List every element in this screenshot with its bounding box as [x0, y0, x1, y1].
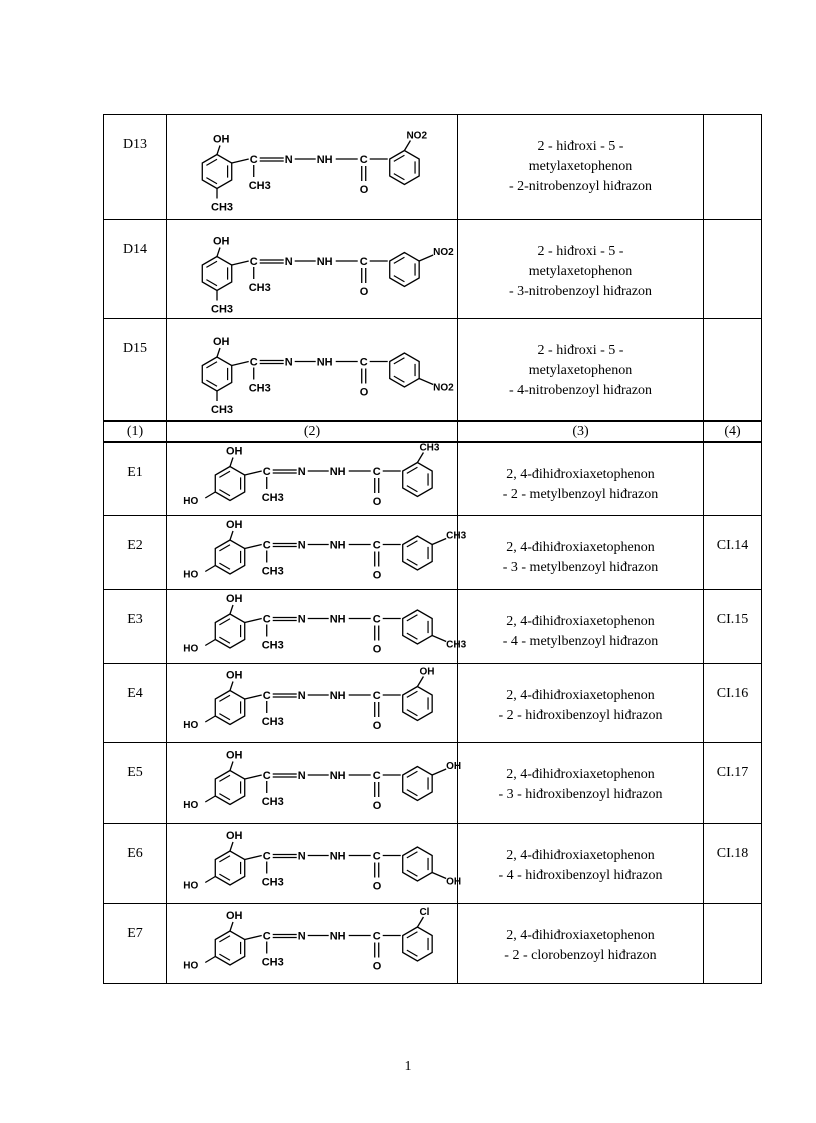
carbonyl-carbon-label: C — [372, 539, 381, 552]
chain-bond-1 — [245, 695, 262, 699]
substituent-bond — [417, 453, 423, 463]
imine-carbon-label: C — [262, 539, 271, 552]
table-row — [104, 220, 762, 319]
ho-bond — [205, 716, 215, 722]
chain-bond-1 — [245, 775, 262, 779]
ho-bond — [205, 957, 215, 963]
oxygen-label: O — [372, 960, 382, 973]
reference-code — [704, 904, 762, 984]
oh-bond — [217, 146, 220, 155]
compound-name — [458, 319, 704, 422]
compound-name-line: - 2-nitrobenzoyl hiđrazon — [508, 179, 653, 194]
oxygen-label: O — [372, 643, 382, 656]
ring-substituent-label: CH3 — [419, 442, 440, 454]
chemical-structure — [167, 824, 462, 903]
right-benzene-ring — [403, 687, 432, 721]
methyl-label: CH3 — [261, 956, 284, 969]
oh-bond — [230, 762, 233, 771]
hydroxyl-4-label: HO — [183, 569, 199, 581]
compound-name-line: 2, 4-đihiđroxiaxetophenon — [506, 540, 655, 555]
methyl-label: CH3 — [261, 876, 284, 889]
reference-code — [704, 442, 762, 516]
nh-label: NH — [329, 539, 346, 552]
nitrogen-label: N — [297, 930, 306, 943]
oh-bond — [217, 348, 220, 357]
compound-name-line: metylaxetophenon — [528, 363, 633, 378]
oh-bond — [230, 458, 233, 467]
compound-name-line: - 4 - metylbenzoyl hiđrazon — [502, 634, 659, 649]
methyl-label: CH3 — [261, 716, 284, 728]
structure-cell — [167, 904, 458, 984]
reference-code — [704, 115, 762, 220]
imine-carbon-label: C — [262, 690, 271, 702]
structure-cell — [167, 442, 458, 516]
oxygen-label: O — [359, 184, 369, 196]
methyl-label: CH3 — [248, 382, 271, 395]
ring-substituent-label: OH — [446, 876, 462, 888]
compound-name-line: - 3 - metylbenzoyl hiđrazon — [502, 560, 659, 575]
ho-bond — [205, 566, 215, 572]
oxygen-label: O — [372, 800, 382, 812]
compound-name-line: 2 - hiđroxi - 5 - — [537, 343, 624, 358]
table-row — [104, 319, 762, 422]
ring-substituent-label: CH3 — [446, 639, 467, 651]
hydroxyl-4-label: HO — [183, 643, 199, 655]
oh-bond — [230, 842, 233, 851]
left-benzene-ring — [202, 357, 231, 391]
hydroxyl-label: OH — [226, 749, 243, 762]
chemical-structure — [167, 590, 467, 663]
chemical-structure — [167, 220, 457, 318]
compound-code: E5 — [104, 743, 167, 824]
nitrogen-label: N — [297, 770, 306, 782]
carbonyl-carbon-label: C — [372, 850, 381, 863]
methyl-5-label: CH3 — [211, 404, 234, 416]
right-benzene-ring — [403, 767, 432, 801]
table-row — [104, 590, 762, 664]
nh-label: NH — [329, 466, 346, 478]
left-benzene-ring — [215, 771, 244, 805]
table-row — [104, 664, 762, 743]
compound-name-line: 2, 4-đihiđroxiaxetophenon — [506, 614, 655, 629]
compound-name-line: 2, 4-đihiđroxiaxetophenon — [506, 848, 655, 863]
compound-name — [458, 442, 704, 516]
oh-bond — [230, 922, 233, 931]
oh-bond — [230, 531, 233, 540]
ring-substituent-label: NO2 — [433, 247, 454, 258]
right-benzene-ring — [390, 353, 419, 387]
methyl-label: CH3 — [248, 282, 271, 294]
right-benzene-ring — [403, 463, 432, 497]
compound-code: E2 — [104, 516, 167, 590]
compound-code: E6 — [104, 824, 167, 904]
compound-name-line: 2, 4-đihiđroxiaxetophenon — [506, 928, 655, 943]
chemical-structure — [167, 743, 462, 823]
compound-code: D15 — [104, 319, 167, 422]
reference-code — [704, 319, 762, 422]
chemical-structure — [167, 319, 457, 420]
imine-carbon-label: C — [262, 930, 271, 943]
hydroxyl-label: OH — [226, 593, 243, 605]
ho-bond — [205, 796, 215, 802]
compound-code: E1 — [104, 442, 167, 516]
chain-bond-1 — [245, 619, 262, 623]
chain-bond-1 — [245, 545, 262, 549]
nh-label: NH — [329, 850, 346, 863]
imine-carbon-label: C — [249, 154, 258, 166]
chain-bond-1 — [245, 936, 262, 940]
chain-bond-1 — [245, 471, 262, 475]
compound-code: E4 — [104, 664, 167, 743]
carbonyl-carbon-label: C — [359, 256, 368, 268]
column-header: (3) — [458, 421, 704, 442]
compound-name-line: - 2 - metylbenzoyl hiđrazon — [502, 487, 659, 502]
hydroxyl-4-label: HO — [183, 960, 199, 972]
imine-carbon-label: C — [262, 770, 271, 782]
chain-bond-1 — [232, 362, 249, 366]
methyl-label: CH3 — [261, 639, 284, 652]
oh-bond — [230, 682, 233, 691]
compound-name-line: - 2 - hiđroxibenzoyl hiđrazon — [498, 708, 663, 723]
hydroxyl-4-label: HO — [183, 800, 199, 811]
column-header: (1) — [104, 421, 167, 442]
compound-name — [458, 824, 704, 904]
hydroxyl-label: OH — [226, 830, 243, 842]
imine-carbon-label: C — [262, 850, 271, 863]
structure-cell — [167, 743, 462, 824]
substituent-bond — [432, 636, 446, 642]
nh-label: NH — [316, 356, 333, 369]
reference-code: CI.17 — [704, 743, 762, 824]
nitrogen-label: N — [297, 850, 306, 863]
hydroxyl-4-label: HO — [183, 880, 199, 892]
compound-name-line: metylaxetophenon — [528, 159, 633, 174]
nitrogen-label: N — [284, 154, 293, 166]
compound-name-line: - 4-nitrobenzoyl hiđrazon — [508, 383, 653, 398]
table-row — [104, 743, 762, 824]
oxygen-label: O — [372, 496, 382, 508]
substituent-bond — [417, 917, 423, 927]
carbonyl-carbon-label: C — [372, 770, 381, 782]
compound-name — [458, 904, 704, 984]
hydroxyl-label: OH — [213, 336, 230, 348]
column-header: (4) — [704, 421, 762, 442]
compound-name — [458, 220, 704, 319]
nh-label: NH — [329, 690, 346, 702]
carbonyl-carbon-label: C — [372, 690, 381, 702]
ring-substituent-label: NO2 — [433, 382, 454, 394]
left-benzene-ring — [215, 691, 244, 725]
column-header-row — [104, 421, 762, 442]
compound-name-line: - 3-nitrobenzoyl hiđrazon — [508, 284, 653, 299]
nitrogen-label: N — [297, 466, 306, 478]
structure-cell — [167, 824, 462, 904]
hydroxyl-label: OH — [213, 133, 230, 146]
nitrogen-label: N — [297, 539, 306, 552]
reference-code — [704, 220, 762, 319]
carbonyl-carbon-label: C — [359, 154, 368, 166]
oh-bond — [230, 605, 233, 614]
compound-name-line: 2, 4-đihiđroxiaxetophenon — [506, 767, 655, 782]
compound-code: D14 — [104, 220, 167, 319]
column-header: (2) — [167, 421, 458, 442]
table-row — [104, 824, 762, 904]
chain-bond-1 — [245, 856, 262, 860]
hydroxyl-label: OH — [213, 235, 230, 248]
substituent-bond — [432, 873, 446, 879]
hydroxyl-label: OH — [226, 910, 243, 922]
nh-label: NH — [329, 770, 346, 782]
oxygen-label: O — [372, 720, 382, 732]
hydroxyl-label: OH — [226, 445, 243, 458]
hydroxyl-label: OH — [226, 669, 243, 682]
imine-carbon-label: C — [249, 356, 258, 369]
ho-bond — [205, 877, 215, 883]
compound-name — [458, 590, 704, 664]
substituent-bond — [432, 539, 446, 545]
ho-bond — [205, 492, 215, 498]
structure-cell — [167, 319, 458, 422]
nh-label: NH — [329, 613, 346, 626]
carbonyl-carbon-label: C — [359, 356, 368, 369]
methyl-label: CH3 — [261, 796, 284, 808]
compound-name — [458, 664, 704, 743]
structure-cell — [167, 220, 458, 319]
compound-name-line: 2, 4-đihiđroxiaxetophenon — [506, 467, 655, 482]
reference-code: CI.14 — [704, 516, 762, 590]
imine-carbon-label: C — [262, 613, 271, 626]
table-row — [104, 115, 762, 220]
substituent-bond — [404, 141, 410, 151]
methyl-label: CH3 — [261, 492, 284, 504]
carbonyl-carbon-label: C — [372, 466, 381, 478]
compound-code: D13 — [104, 115, 167, 220]
hydroxyl-4-label: HO — [183, 496, 199, 507]
ring-substituent-label: NO2 — [406, 130, 428, 142]
left-benzene-ring — [215, 614, 244, 648]
left-benzene-ring — [215, 540, 244, 574]
reference-code: CI.16 — [704, 664, 762, 743]
compound-name-line: - 3 - hiđroxibenzoyl hiđrazon — [498, 787, 663, 802]
oh-bond — [217, 248, 220, 257]
nh-label: NH — [316, 154, 333, 166]
reference-code: CI.15 — [704, 590, 762, 664]
left-benzene-ring — [202, 155, 231, 189]
chemical-structure — [167, 904, 457, 983]
ring-substituent-label: CH3 — [446, 530, 467, 542]
compound-name-line: - 4 - hiđroxibenzoyl hiđrazon — [498, 868, 663, 883]
chemical-structure — [167, 664, 457, 742]
left-benzene-ring — [215, 851, 244, 885]
oxygen-label: O — [372, 569, 382, 582]
methyl-5-label: CH3 — [211, 303, 234, 316]
carbonyl-carbon-label: C — [372, 613, 381, 626]
compound-name-line: 2 - hiđroxi - 5 - — [537, 244, 624, 259]
left-benzene-ring — [215, 931, 244, 965]
chain-bond-1 — [232, 261, 249, 265]
ho-bond — [205, 640, 215, 646]
methyl-label: CH3 — [248, 180, 271, 192]
hydroxyl-label: OH — [226, 519, 243, 531]
table-row — [104, 442, 762, 516]
nitrogen-label: N — [284, 356, 293, 369]
compound-name-line: - 2 - clorobenzoyl hiđrazon — [504, 948, 657, 963]
right-benzene-ring — [403, 847, 432, 881]
substituent-bond — [417, 677, 423, 687]
right-benzene-ring — [403, 610, 432, 644]
nitrogen-label: N — [284, 256, 293, 268]
imine-carbon-label: C — [249, 256, 258, 268]
table-row — [104, 904, 762, 984]
substituent-bond — [419, 379, 433, 385]
oxygen-label: O — [359, 386, 369, 399]
compound-name-line: 2 - hiđroxi - 5 - — [537, 139, 624, 154]
ring-substituent-label: OH — [446, 761, 462, 772]
methyl-5-label: CH3 — [211, 201, 234, 214]
structure-cell — [167, 115, 458, 220]
right-benzene-ring — [390, 253, 419, 287]
left-benzene-ring — [202, 257, 231, 291]
oxygen-label: O — [372, 880, 382, 893]
chemical-structure — [167, 115, 457, 219]
compound-name — [458, 516, 704, 590]
oxygen-label: O — [359, 286, 369, 298]
nh-label: NH — [316, 256, 333, 268]
compound-table — [103, 114, 762, 984]
structure-cell — [167, 590, 467, 664]
imine-carbon-label: C — [262, 466, 271, 478]
right-benzene-ring — [390, 151, 419, 185]
chemical-structure — [167, 443, 457, 515]
ring-substituent-label: OH — [419, 666, 435, 678]
methyl-label: CH3 — [261, 565, 284, 578]
chemical-structure — [167, 516, 467, 589]
compound-name-line: 2, 4-đihiđroxiaxetophenon — [506, 688, 655, 703]
compound-code: E7 — [104, 904, 167, 984]
compound-code: E3 — [104, 590, 167, 664]
nh-label: NH — [329, 930, 346, 943]
ring-substituent-label: Cl — [419, 907, 430, 918]
right-benzene-ring — [403, 927, 432, 961]
left-benzene-ring — [215, 467, 244, 501]
right-benzene-ring — [403, 536, 432, 570]
page-number: 1 — [404, 1059, 412, 1074]
compound-name-line: metylaxetophenon — [528, 264, 633, 279]
reference-code: CI.18 — [704, 824, 762, 904]
compound-name — [458, 115, 704, 220]
nitrogen-label: N — [297, 613, 306, 626]
nitrogen-label: N — [297, 690, 306, 702]
substituent-bond — [419, 255, 433, 261]
table-row — [104, 516, 762, 590]
substituent-bond — [432, 769, 446, 775]
structure-cell — [167, 516, 467, 590]
carbonyl-carbon-label: C — [372, 930, 381, 943]
structure-cell — [167, 664, 458, 743]
compound-name — [458, 743, 704, 824]
hydroxyl-4-label: HO — [183, 720, 199, 731]
chain-bond-1 — [232, 159, 249, 163]
